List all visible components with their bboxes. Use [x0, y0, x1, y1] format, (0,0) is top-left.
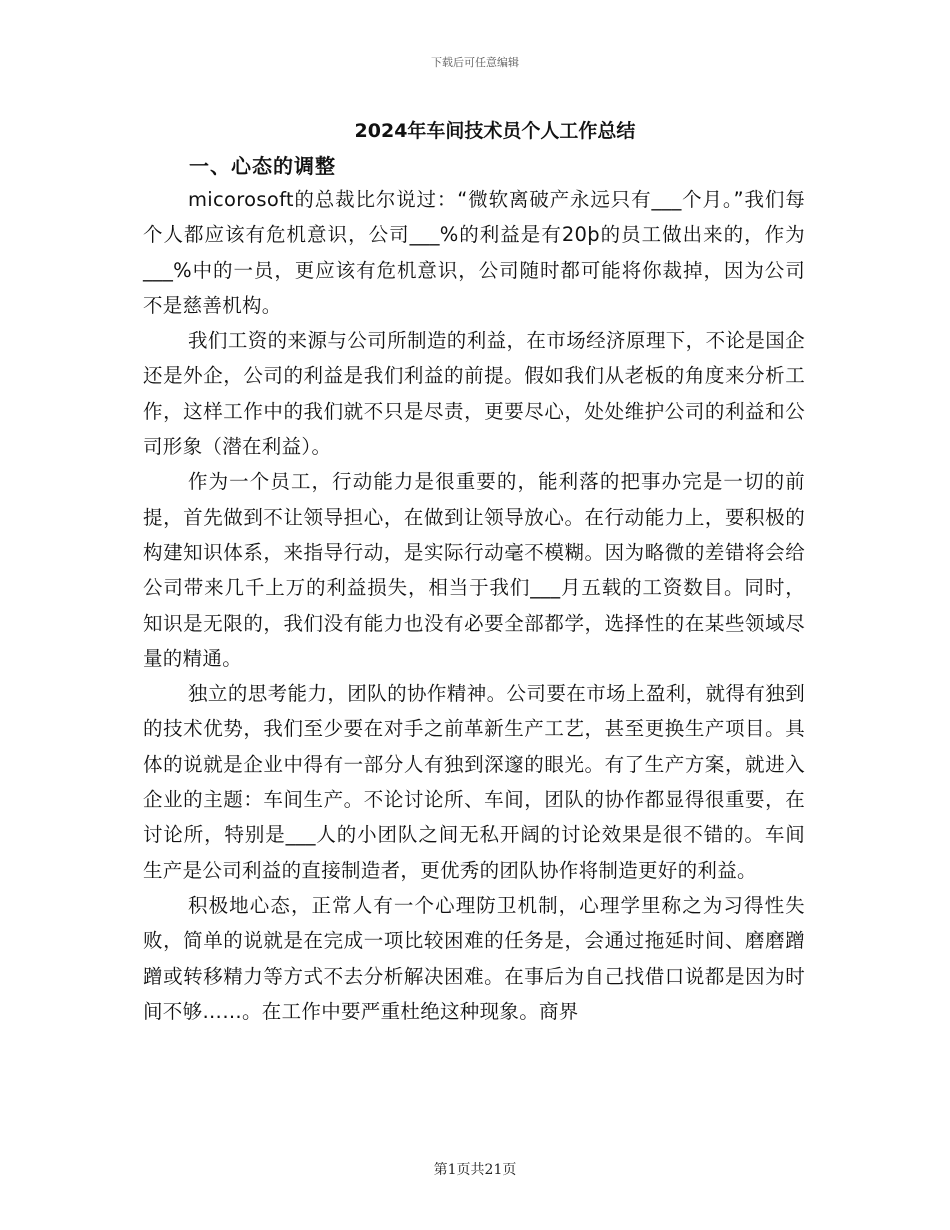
paragraph: 独立的思考能力，团队的协作精神。公司要在市场上盈利，就得有独到的技术优势，我们至少要在对手之前革新生产工艺，甚至更换生产项目。具体的说就是企业中得有一部分人有独到深邃的眼光。有了生产方案，就进入企业的主题：车间生产。不论讨论所、车间，团队的协作都显得很重要，在讨论所，特别是___人的小团队之间无私开阔的讨论效果是很不错的。车间生产是公司利益的直接制造者，更优秀的团队协作将制造更好的利益。 — [143, 682, 805, 882]
document-body — [143, 182, 805, 1029]
page-number-footer: 第1页共21页 — [433, 1162, 517, 1178]
paragraph: 作为一个员工，行动能力是很重要的，能利落的把事办完是一切的前提，首先做到不让领导担心，在做到让领导放心。在行动能力上，要积极的构建知识体系，来指导行动，是实际行动毫不模糊。因为略微的差错将会给公司带来几千上万的利益损失，相当于我们___月五载的工资数目。同时，知识是无限的，我们没有能力也没有必要全部都学，选择性的在某些领域尽量的精通。 — [143, 470, 805, 670]
paragraph: 积极地心态，正常人有一个心理防卫机制，心理学里称之为习得性失败，简单的说就是在完成一项比较困难的任务是，会通过拖延时间、磨磨蹭蹭或转移精力等方式不去分析解决困难。在事后为自己找借口说都是因为时间不够……。在工作中要严重杜绝这种现象。商界 — [143, 893, 805, 1023]
section-heading: 一、心态的调整 — [189, 154, 336, 178]
header-note: 下载后可任意编辑 — [431, 56, 519, 69]
paragraph: micorosoft的总裁比尔说过：“微软离破产永远只有___个月。”我们每个人都应该有危机意识，公司___%的利益是有20þ的员工做出来的，作为___%中的一员，更应该有危机意识，公司随时都可能将你裁掉，因为公司不是慈善机构。 — [143, 188, 805, 317]
paragraph: 我们工资的来源与公司所制造的利益，在市场经济原理下，不论是国企还是外企，公司的利益是我们利益的前提。假如我们从老板的角度来分析工作，这样工作中的我们就不只是尽责，更要尽心，处处维护公司的利益和公司形象（潜在利益）。 — [143, 329, 805, 459]
document-title: 2024年车间技术员个人工作总结 — [354, 120, 636, 142]
